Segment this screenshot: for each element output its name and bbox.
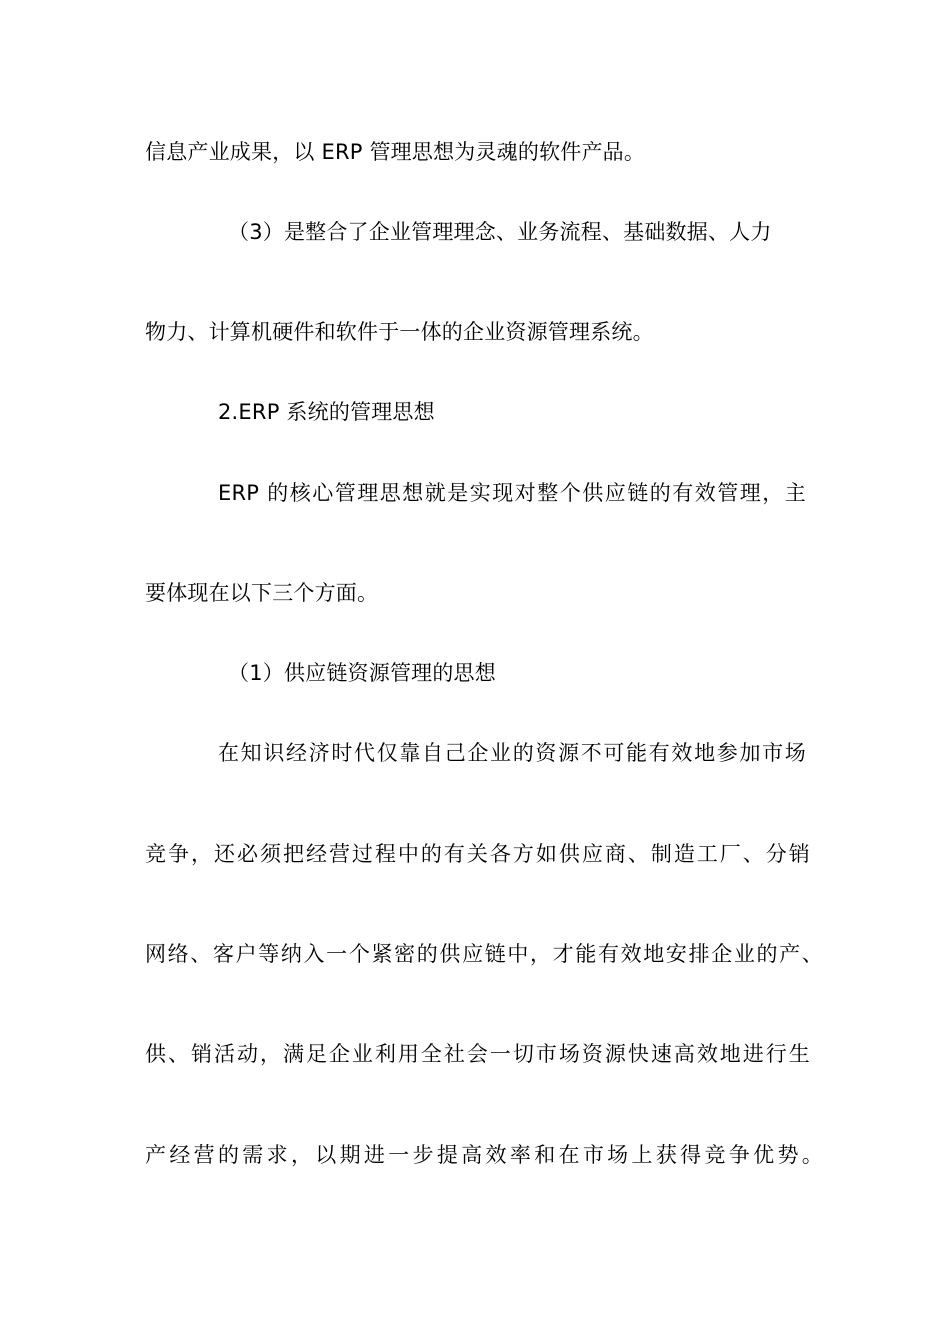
section-heading: 2.ERP 系统的管理思想 bbox=[218, 400, 435, 424]
text-line-10: 网络、客户等纳入一个紧密的供应链中，才能有效地安排企业的产、 bbox=[145, 942, 823, 966]
text-line-12: 产经营的需求，以期进一步提高效率和在市场上获得竞争优势。 bbox=[145, 1143, 823, 1167]
text-line-8: 在知识经济时代仅靠自己企业的资源不可能有效地参加市场 bbox=[218, 741, 806, 765]
text-line-5: ERP 的核心管理思想就是实现对整个供应链的有效管理，主 bbox=[218, 481, 806, 505]
text-line-6: 要体现在以下三个方面。 bbox=[145, 581, 379, 605]
subsection-heading: （1）供应链资源管理的思想 bbox=[228, 661, 496, 685]
text-line-2: （3）是整合了企业管理理念、业务流程、基础数据、人力 bbox=[228, 220, 772, 244]
text-line-11: 供、销活动，满足企业利用全社会一切市场资源快速高效地进行生 bbox=[145, 1042, 810, 1066]
text-line-3: 物力、计算机硬件和软件于一体的企业资源管理系统。 bbox=[145, 320, 654, 344]
text-line-1: 信息产业成果，以 ERP 管理思想为灵魂的软件产品。 bbox=[145, 140, 646, 164]
text-line-9: 竞争，还必须把经营过程中的有关各方如供应商、制造工厂、分销 bbox=[145, 842, 810, 866]
